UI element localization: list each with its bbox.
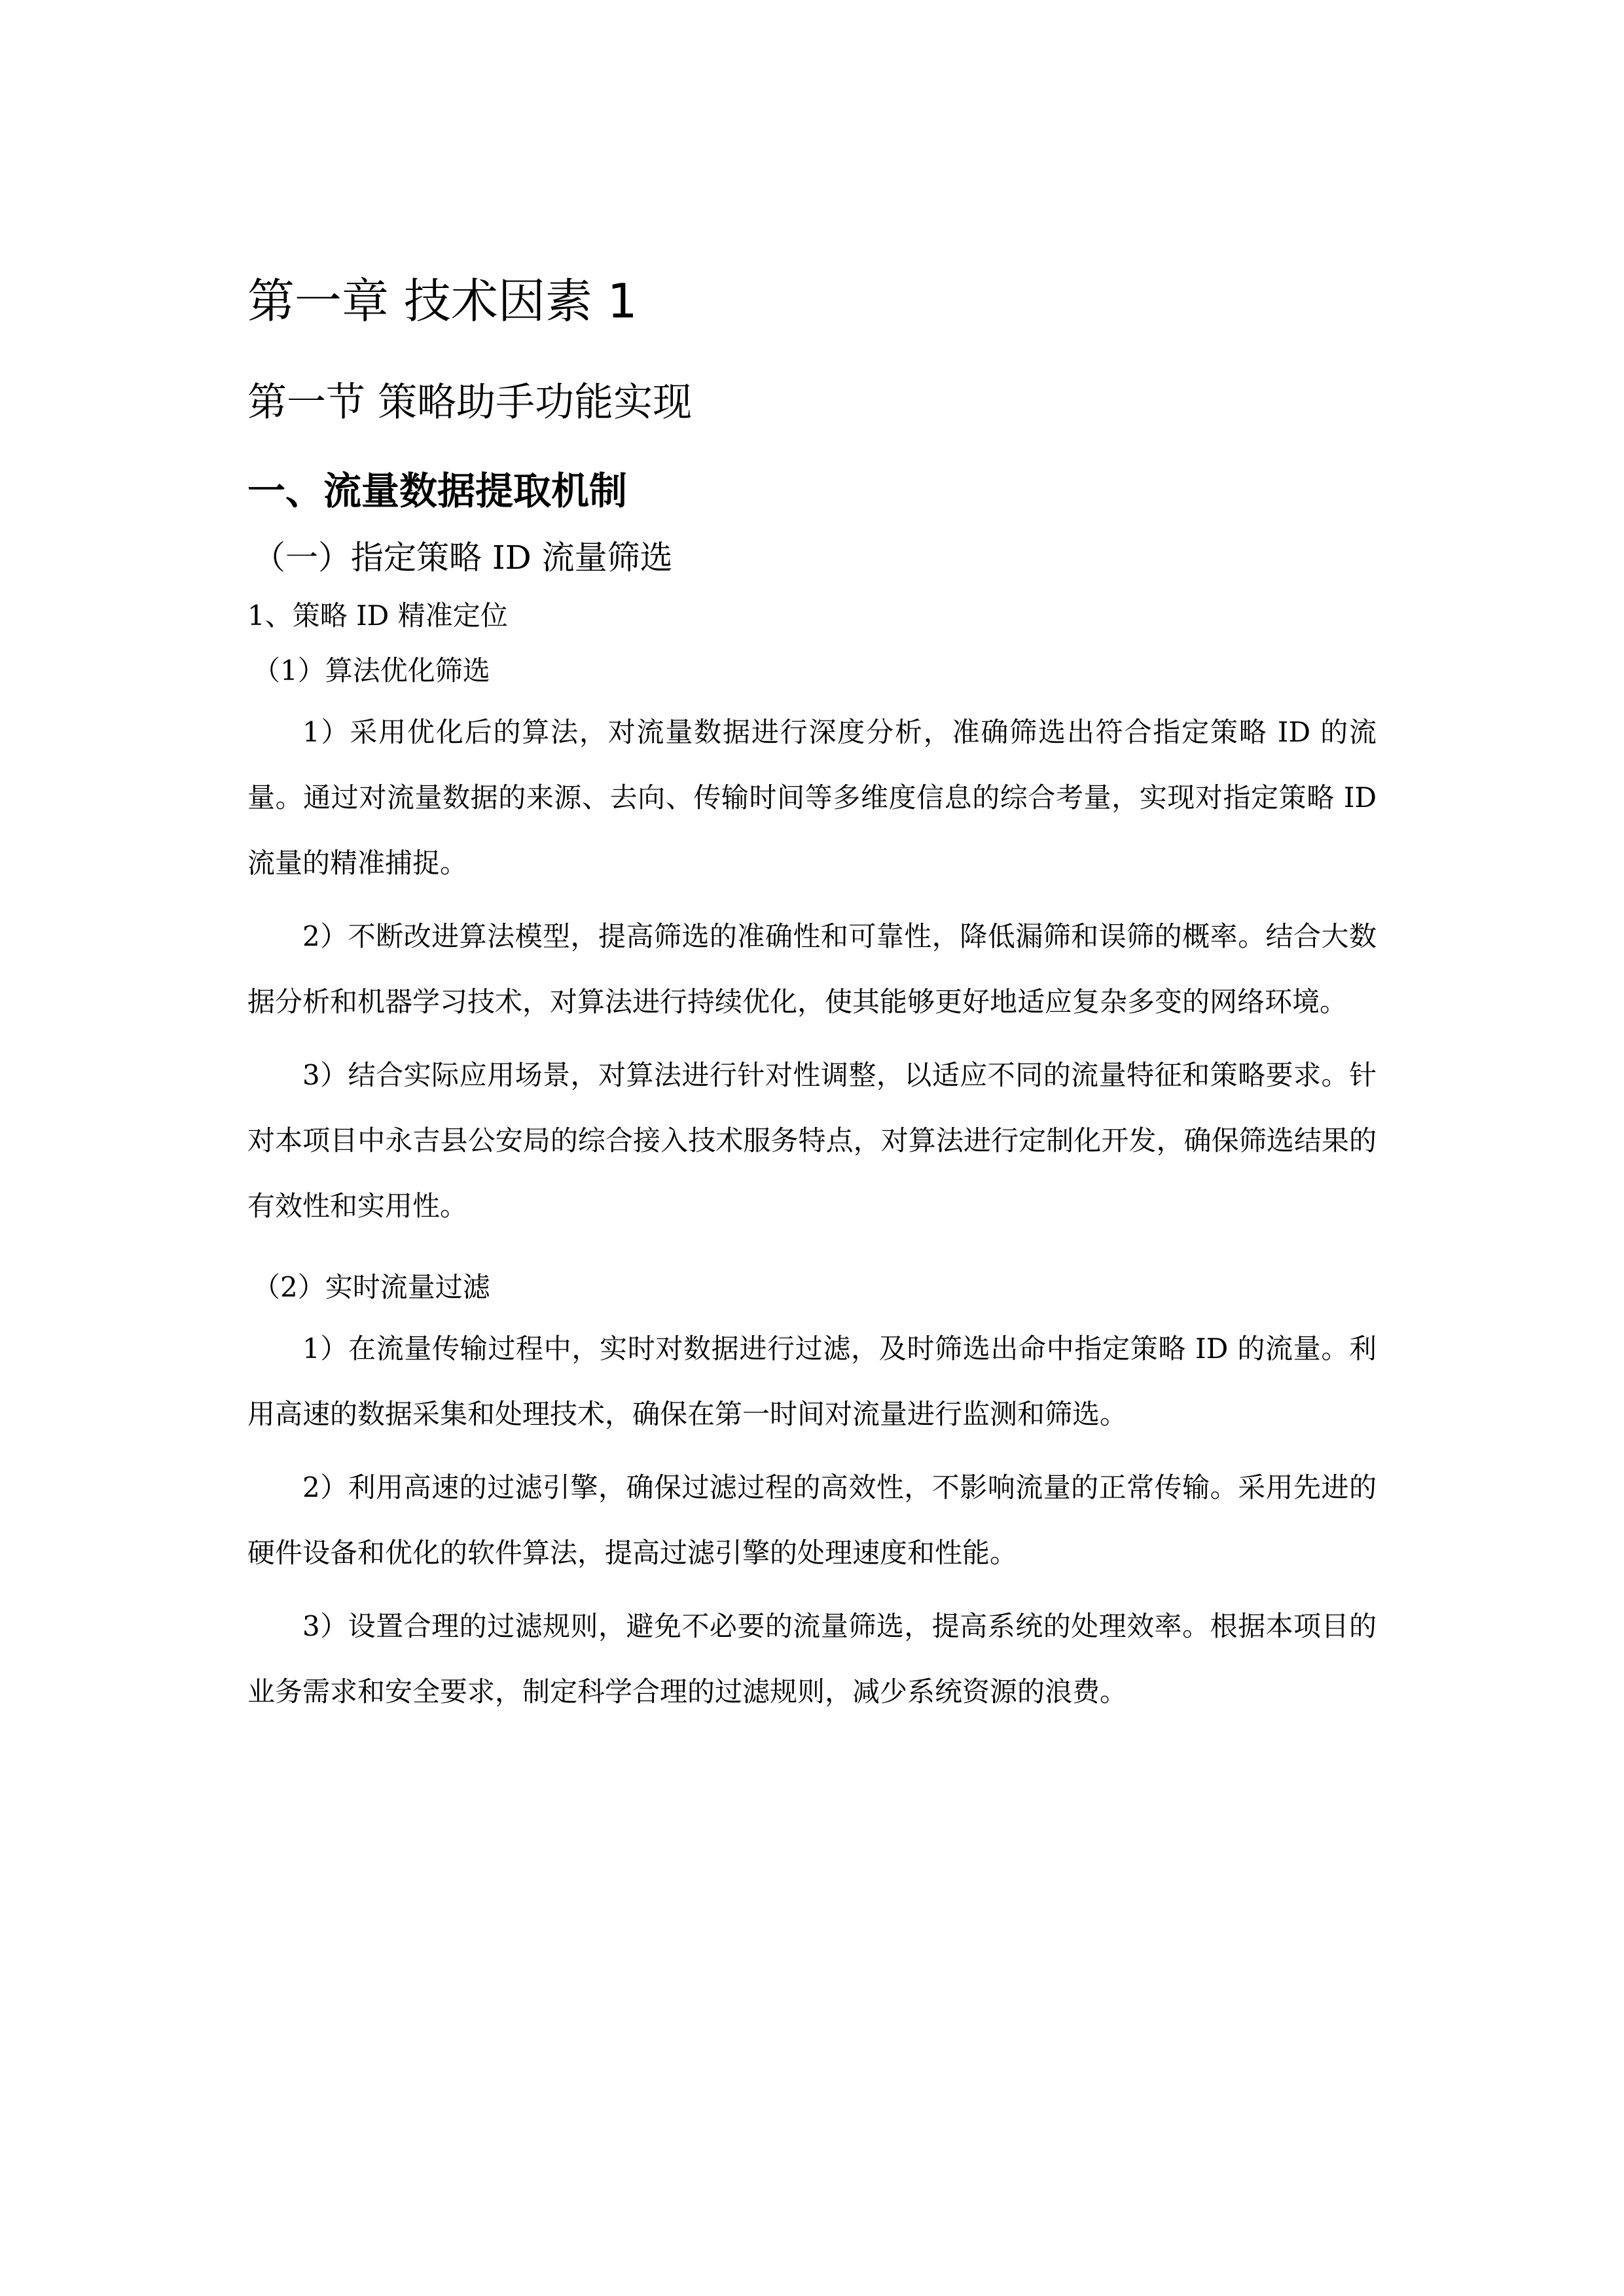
- paragraph: 1）在流量传输过程中，实时对数据进行过滤，及时筛选出命中指定策略 ID 的流量。利用高速的数据采集和处理技术，确保在第一时间对流量进行监测和筛选。: [247, 1333, 1377, 1430]
- document-content: [247, 265, 1377, 1732]
- heading-level3: 一、流量数据提取机制: [247, 469, 628, 513]
- paragraph: 3）结合实际应用场景，对算法进行针对性调整，以适应不同的流量特征和策略要求。针对本项目中永吉县公安局的综合接入技术服务特点，对算法进行定制化开发，确保筛选结果的有效性和实用性。: [247, 1059, 1377, 1222]
- paragraph: 3）设置合理的过滤规则，避免不必要的流量筛选，提高系统的处理效率。根据本项目的业务需求和安全要求，制定科学合理的过滤规则，减少系统资源的浪费。: [247, 1610, 1377, 1708]
- subsection-title-realtime: （2）实时流量过滤: [253, 1271, 490, 1303]
- paragraph: 1）采用优化后的算法，对流量数据进行深度分析，准确筛选出符合指定策略 ID 的流量。通过对流量数据的来源、去向、传输时间等多维度信息的综合考量，实现对指定策略 ID 流量的精准捕捉。: [247, 716, 1377, 879]
- heading-level5: 1、策略 ID 精准定位: [247, 600, 508, 632]
- chapter-title: 第一章 技术因素 1: [247, 274, 638, 329]
- paragraph: 2）不断改进算法模型，提高筛选的准确性和可靠性，降低漏筛和误筛的概率。结合大数据分析和机器学习技术，对算法进行持续优化，使其能够更好地适应复杂多变的网络环境。: [247, 920, 1377, 1018]
- paragraph: 2）利用高速的过滤引擎，确保过滤过程的高效性，不影响流量的正常传输。采用先进的硬件设备和优化的软件算法，提高过滤引擎的处理速度和性能。: [247, 1471, 1377, 1569]
- subsection-title-algorithm: （1）算法优化筛选: [253, 655, 490, 687]
- heading-level4: （一）指定策略 ID 流量筛选: [253, 539, 673, 577]
- section-title: 第一节 策略助手功能实现: [247, 380, 693, 425]
